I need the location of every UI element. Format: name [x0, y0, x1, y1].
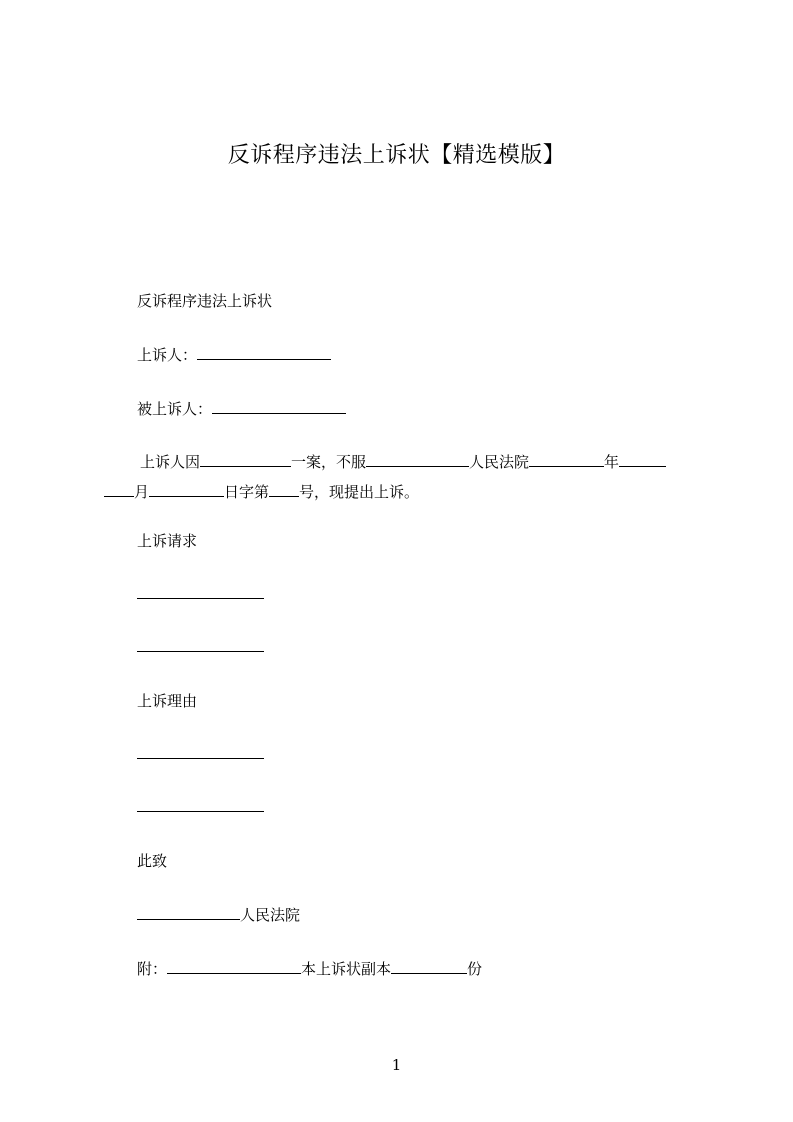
document-title: 反诉程序违法上诉状【精选模版】: [227, 143, 566, 168]
day-blank[interactable]: [149, 481, 224, 497]
intro-text-6: 日字第: [224, 483, 270, 501]
copies-blank[interactable]: [391, 958, 467, 974]
page-number: 1: [391, 1056, 402, 1074]
intro-text-7: 号，现提出上诉。: [299, 483, 420, 501]
request-heading: 上诉请求: [137, 532, 198, 550]
reason-heading: 上诉理由: [137, 692, 198, 710]
closing-text: 此致: [137, 852, 168, 870]
court-name-blank[interactable]: [137, 904, 240, 920]
attachment-line: [137, 958, 482, 979]
intro-text-3: 人民法院: [469, 453, 530, 471]
document-heading: 反诉程序违法上诉状: [137, 292, 273, 310]
appellant-label: 上诉人：: [137, 346, 198, 364]
attachment-middle: 本上诉状副本: [301, 960, 392, 978]
intro-text-5: 月: [134, 483, 150, 501]
intro-line-1: [140, 451, 666, 472]
intro-text-2: 一案，不服: [291, 453, 367, 471]
appellee-blank[interactable]: [212, 398, 346, 414]
court-line: [137, 904, 300, 925]
intro-text-4: 年: [604, 453, 620, 471]
number-blank[interactable]: [269, 481, 299, 497]
reason-blank-2[interactable]: [137, 796, 264, 812]
attachment-prefix: 附：: [137, 960, 168, 978]
appellee-line: [137, 398, 346, 419]
case-blank[interactable]: [200, 451, 291, 467]
attachment-blank[interactable]: [167, 958, 301, 974]
request-blank-1[interactable]: [137, 583, 264, 599]
month-blank-b[interactable]: [104, 481, 134, 497]
appellant-line: [137, 344, 331, 365]
reason-blank-1[interactable]: [137, 743, 264, 759]
intro-line-2: [104, 481, 419, 502]
request-blank-1-line: [137, 583, 264, 604]
attachment-suffix: 份: [467, 960, 483, 978]
court-suffix: 人民法院: [240, 906, 301, 924]
intro-text-1: 上诉人因: [140, 453, 201, 471]
year-blank[interactable]: [529, 451, 604, 467]
appellant-blank[interactable]: [197, 344, 331, 360]
reason-blank-1-line: [137, 743, 264, 764]
request-blank-2[interactable]: [137, 636, 264, 652]
appellee-label: 被上诉人：: [137, 400, 213, 418]
court-blank[interactable]: [366, 451, 469, 467]
request-blank-2-line: [137, 636, 264, 657]
month-blank-a[interactable]: [619, 451, 666, 467]
reason-blank-2-line: [137, 796, 264, 817]
